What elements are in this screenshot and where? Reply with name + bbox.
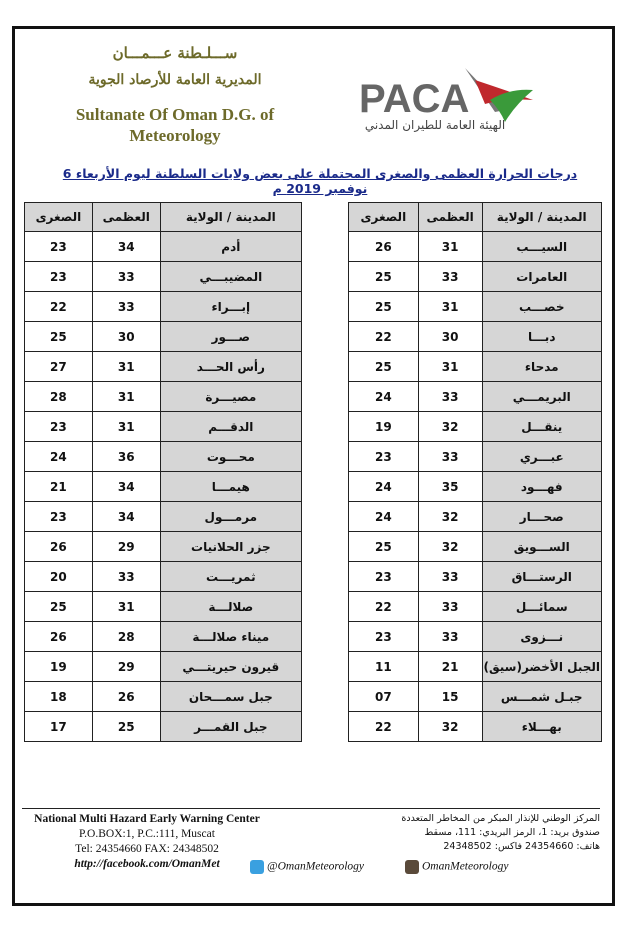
cell-min: 26 [25, 622, 93, 652]
cell-min: 19 [25, 652, 93, 682]
cell-min: 07 [349, 682, 419, 712]
cell-min: 25 [25, 592, 93, 622]
cell-min: 25 [349, 532, 419, 562]
cell-min: 26 [25, 532, 93, 562]
table-row [349, 382, 602, 412]
table-row [349, 412, 602, 442]
cell-city: مدحاء [482, 352, 602, 382]
cell-max: 15 [418, 682, 482, 712]
footer-center-name-ar: المركز الوطني للإنذار المبكر من المخاطر المتعددة [401, 813, 600, 824]
logo-arabic-caption: الهيئة العامة للطيران المدني [364, 118, 506, 132]
cell-min: 23 [349, 622, 419, 652]
cell-city: بهـــلاء [482, 712, 602, 742]
cell-max: 28 [92, 622, 160, 652]
cell-city: صلالـــة [160, 592, 301, 622]
org-name-en-line2: Meteorology [129, 126, 221, 145]
table-row [349, 562, 602, 592]
table-row [25, 652, 302, 682]
org-name-en-line1: Sultanate Of Oman D.G. of [75, 105, 275, 124]
cell-min: 20 [25, 562, 93, 592]
twitter-text: @OmanMeteorology [267, 860, 365, 873]
cell-city: إبـــراء [160, 292, 301, 322]
cell-min: 23 [25, 412, 93, 442]
table-row [349, 592, 602, 622]
cell-max: 35 [418, 472, 482, 502]
cell-city: دبـــا [482, 322, 602, 352]
table-row [25, 712, 302, 742]
cell-max: 33 [92, 262, 160, 292]
footer-arabic [380, 812, 600, 854]
cell-city: جبـل شمـــس [482, 682, 602, 712]
cell-min: 23 [349, 442, 419, 472]
cell-min: 11 [349, 652, 419, 682]
cell-city: ينقـــل [482, 412, 602, 442]
cell-city: محـــوت [160, 442, 301, 472]
cell-max: 21 [418, 652, 482, 682]
cell-max: 31 [92, 352, 160, 382]
cell-city: السيـــب [482, 232, 602, 262]
cell-city: الجبل الأخضر(سيق) [482, 652, 602, 682]
header-city: المدينة / الولاية [160, 203, 301, 232]
cell-city: سمائـــل [482, 592, 602, 622]
cell-city: جزر الحلانيات [160, 532, 301, 562]
table-row [349, 622, 602, 652]
table-row [25, 442, 302, 472]
cell-min: 22 [349, 322, 419, 352]
table-row [349, 532, 602, 562]
cell-max: 33 [418, 382, 482, 412]
cell-max: 29 [92, 652, 160, 682]
temperature-table-right [348, 202, 602, 742]
org-name-ar-line2: المديرية العامة للأرصاد الجوية [88, 72, 262, 88]
cell-max: 32 [418, 502, 482, 532]
cell-city: أدم [160, 232, 301, 262]
temperature-table-left [24, 202, 302, 742]
cell-max: 31 [92, 592, 160, 622]
cell-max: 31 [418, 352, 482, 382]
cell-max: 33 [418, 562, 482, 592]
cell-min: 27 [25, 352, 93, 382]
cell-max: 30 [418, 322, 482, 352]
footer-tel-fax-ar: هاتف: 24354660 فاكس: 24348502 [443, 841, 600, 852]
cell-city: خصـــب [482, 292, 602, 322]
table-row [349, 682, 602, 712]
cell-city: مرمـــول [160, 502, 301, 532]
table-row [349, 232, 602, 262]
table-row [25, 592, 302, 622]
cell-max: 33 [418, 592, 482, 622]
cell-max: 30 [92, 322, 160, 352]
table-row [25, 412, 302, 442]
cell-max: 32 [418, 532, 482, 562]
table-row [349, 502, 602, 532]
table-row [25, 322, 302, 352]
footer-po-box-ar: صندوق بريد: 1، الرمز البريدي: 111، مسقط [424, 827, 600, 838]
cell-city: رأس الحـــد [160, 352, 301, 382]
cell-max: 29 [92, 532, 160, 562]
org-name-en [40, 104, 310, 146]
cell-max: 33 [92, 562, 160, 592]
cell-max: 33 [418, 442, 482, 472]
cell-city: فهـــود [482, 472, 602, 502]
cell-city: عبـــري [482, 442, 602, 472]
cell-max: 33 [92, 292, 160, 322]
table-header-row [25, 203, 302, 232]
footer-tel-fax: Tel: 24354660 FAX: 24348502 [75, 843, 219, 855]
cell-city: صـــور [160, 322, 301, 352]
cell-city: ميناء صلالـــة [160, 622, 301, 652]
header-city: المدينة / الولاية [482, 203, 602, 232]
cell-max: 34 [92, 472, 160, 502]
cell-max: 31 [418, 232, 482, 262]
cell-max: 25 [92, 712, 160, 742]
cell-min: 25 [349, 292, 419, 322]
table-row [25, 382, 302, 412]
cell-min: 25 [349, 262, 419, 292]
cell-max: 32 [418, 412, 482, 442]
cell-min: 18 [25, 682, 93, 712]
cell-max: 31 [92, 412, 160, 442]
cell-city: العامرات [482, 262, 602, 292]
table-row [25, 292, 302, 322]
cell-max: 33 [418, 622, 482, 652]
footer-po-box: P.O.BOX:1, P.C.:111, Muscat [79, 828, 215, 840]
cell-min: 24 [25, 442, 93, 472]
header-min: الصغرى [25, 203, 93, 232]
table-row [349, 472, 602, 502]
cell-min: 25 [25, 322, 93, 352]
org-name-ar-line1: ســـلـطنة عـــمـــان [112, 44, 238, 62]
twitter-handle[interactable] [250, 860, 364, 874]
footer-divider [22, 808, 600, 809]
table-row [25, 622, 302, 652]
logo-text: PACA [359, 77, 470, 121]
table-row [349, 322, 602, 352]
table-row [349, 652, 602, 682]
table-row [25, 682, 302, 712]
cell-city: نـــزوى [482, 622, 602, 652]
cell-min: 17 [25, 712, 93, 742]
table-row [25, 502, 302, 532]
cell-max: 31 [418, 292, 482, 322]
cell-city: الســـويق [482, 532, 602, 562]
table-row [349, 352, 602, 382]
cell-max: 36 [92, 442, 160, 472]
cell-min: 23 [25, 232, 93, 262]
table-row [349, 712, 602, 742]
header-min: الصغرى [349, 203, 419, 232]
cell-city: صحـــار [482, 502, 602, 532]
cell-min: 24 [349, 472, 419, 502]
table-row [25, 262, 302, 292]
cell-city: مصيـــرة [160, 382, 301, 412]
cell-min: 24 [349, 502, 419, 532]
cell-max: 26 [92, 682, 160, 712]
cell-max: 32 [418, 712, 482, 742]
table-row [349, 262, 602, 292]
cell-min: 24 [349, 382, 419, 412]
cell-city: ثمريـــت [160, 562, 301, 592]
cell-city: هيمـــا [160, 472, 301, 502]
cell-city: جبل القمـــر [160, 712, 301, 742]
cell-city: الرستـــاق [482, 562, 602, 592]
cell-min: 26 [349, 232, 419, 262]
cell-min: 28 [25, 382, 93, 412]
cell-min: 21 [25, 472, 93, 502]
table-row [349, 292, 602, 322]
instagram-icon [405, 860, 419, 874]
cell-min: 19 [349, 412, 419, 442]
table-header-row [349, 203, 602, 232]
cell-max: 34 [92, 502, 160, 532]
cell-min: 22 [349, 592, 419, 622]
table-row [25, 352, 302, 382]
cell-city: جبل سمـــحان [160, 682, 301, 712]
cell-city: المضيبـــي [160, 262, 301, 292]
footer-center-name: National Multi Hazard Early Warning Center [34, 813, 260, 825]
table-row [25, 232, 302, 262]
cell-city: البريمـــي [482, 382, 602, 412]
instagram-handle[interactable] [405, 860, 508, 874]
facebook-link[interactable]: http://facebook.com/OmanMet [74, 858, 220, 870]
table-body-right [349, 232, 602, 742]
cell-min: 23 [25, 502, 93, 532]
cell-max: 33 [418, 262, 482, 292]
cell-min: 22 [25, 292, 93, 322]
instagram-text: OmanMeteorology [422, 860, 509, 873]
cell-city: الدقـــم [160, 412, 301, 442]
twitter-icon [250, 860, 264, 874]
cell-city: قيرون حيريتـــي [160, 652, 301, 682]
cell-min: 23 [25, 262, 93, 292]
table-row [25, 532, 302, 562]
table-row [349, 442, 602, 472]
cell-min: 22 [349, 712, 419, 742]
table-row [25, 472, 302, 502]
header-max: العظمى [418, 203, 482, 232]
cell-min: 25 [349, 352, 419, 382]
table-row [25, 562, 302, 592]
page-title: درجات الحرارة العظمى والصغرى المحتملة على بعض ولايات السلطنة ليوم الأربعاء 6 نوفمبر 2019 م [62, 166, 578, 196]
cell-max: 31 [92, 382, 160, 412]
footer-english [22, 812, 272, 872]
cell-min: 23 [349, 562, 419, 592]
cell-max: 34 [92, 232, 160, 262]
table-body-left [25, 232, 302, 742]
header-max: العظمى [92, 203, 160, 232]
